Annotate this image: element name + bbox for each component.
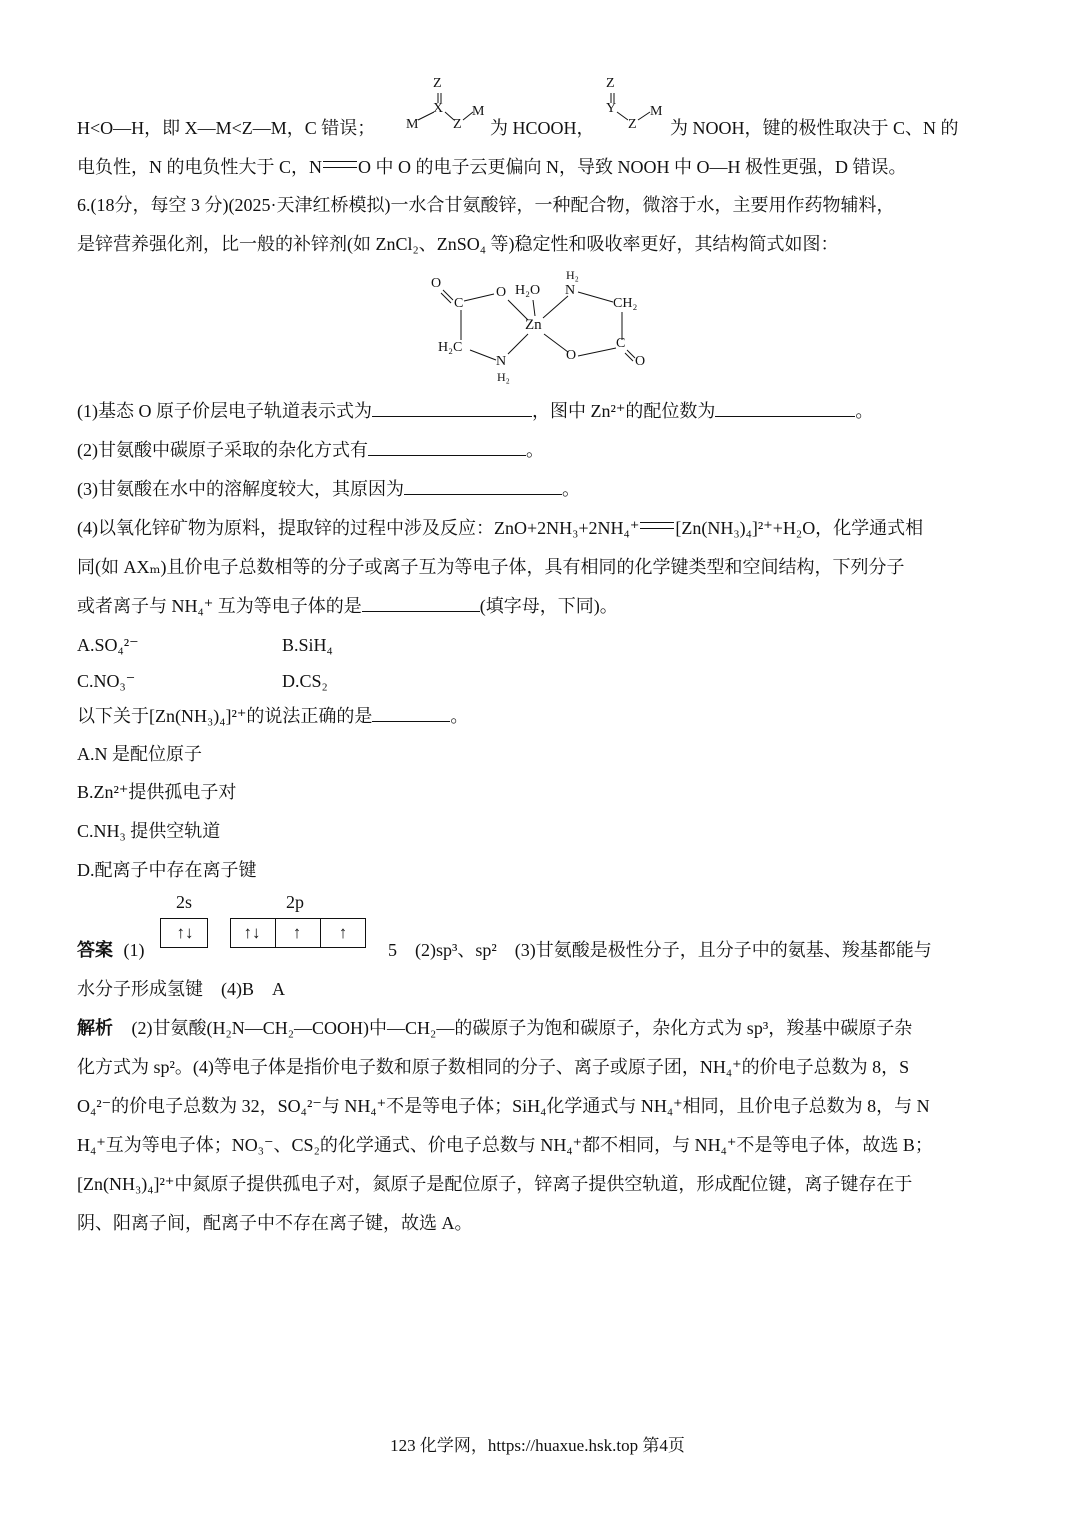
answer-line2 (77, 978, 285, 1000)
q2-text: (2)甘氨酸中碳原子采取的杂化方式有 (77, 440, 368, 460)
explanation-line3 (77, 1095, 930, 1117)
question-6-line2 (77, 233, 839, 255)
q4-line3-b: (填字母，下同)。 (479, 596, 618, 616)
page-footer (0, 1431, 1075, 1456)
glycinate-zinc-structure (428, 268, 658, 388)
equilibrium-sign (640, 522, 674, 529)
sub-option-c[interactable] (77, 820, 220, 842)
label-2p: 2p (286, 892, 304, 912)
q4-line1-a: (4)以氧化锌矿物为原料，提取锌的过程中涉及反应：ZnO+2NH₃+2NH₄⁺ (77, 518, 640, 538)
answer-blank[interactable] (368, 439, 526, 456)
question-4-line2 (77, 556, 905, 578)
orbital-cell-2s (168, 919, 202, 947)
structure-xz (402, 76, 490, 136)
q4-line3-a: 或者离子与 NH₄⁺ 互为等电子体的是 (77, 596, 362, 616)
q1-text-b: ，图中 Zn²⁺的配位数为 (532, 401, 716, 421)
option-b-label: B.SiH₄ (282, 635, 333, 655)
atom-n: N (565, 283, 576, 298)
answer-blank[interactable] (372, 705, 450, 722)
explanation-text-5: [Zn(NH₃)₄]²⁺中氮原子提供孤电子对，氮原子是配位原子，锌离子提供空轨道，形成配位键，离子键存在于 (77, 1174, 913, 1194)
atom-o: O (431, 276, 442, 291)
question-6-header (77, 194, 894, 216)
up-arrow-icon: ↑ (243, 923, 252, 942)
down-arrow-icon: ↓ (185, 923, 194, 942)
explanation-text-4: H₄⁺互为等电子体；NO₃⁻、CS₂的化学通式、价电子总数与 NH₄⁺都不相同，与 NH₄⁺不是等电子体，故选 B； (77, 1135, 933, 1155)
atom-o: O (496, 285, 507, 300)
sub-option-b[interactable] (77, 781, 236, 803)
answer-blank[interactable] (715, 400, 855, 417)
up-arrow-icon: ↑ (338, 923, 348, 942)
atom-m: M (650, 104, 663, 119)
sub-option-d-label: D.配离子中存在离子键 (77, 860, 257, 880)
answer-line2-text: 水分子形成氢键 (4)B A (77, 979, 285, 999)
text-line-1 (77, 117, 375, 139)
orbital-box-2p (230, 918, 366, 948)
sub-option-d[interactable] (77, 859, 257, 881)
q6-header-text: 6.(18分，每空 3 分)(2025·天津红桥模拟)一水合甘氨酸锌，一种配合物，微溶于水，主要用作药物辅料， (77, 195, 895, 215)
text-line-2 (77, 156, 907, 178)
answer-blank[interactable] (404, 478, 562, 495)
structure-yz (600, 76, 672, 136)
option-c[interactable] (77, 670, 135, 692)
atom-o: O (635, 354, 646, 369)
atom-c: C (454, 296, 464, 311)
question-4-line1 (77, 517, 923, 539)
sub-option-c-label: C.NH₃ 提供空轨道 (77, 821, 221, 841)
up-arrow-icon: ↑ (292, 923, 302, 942)
atom-z: Z (628, 117, 637, 132)
explanation-line4 (77, 1134, 933, 1156)
q6-line2-text: 是锌营养强化剂，比一般的补锌剂(如 ZnCl₂、ZnSO₄ 等)稳定性和吸收率更好，其结构简式如图： (77, 234, 839, 254)
q4-line1-b: [Zn(NH₃)₄]²⁺+H₂O，化学通式相 (675, 518, 924, 538)
q1-text: (1)基态 O 原子价层电子轨道表示式为 (77, 401, 372, 421)
atom-h2c: H₂C (438, 340, 463, 355)
atom-z: Z (453, 117, 462, 132)
explanation-label: 解析 (77, 1018, 113, 1038)
option-a[interactable] (77, 634, 139, 656)
q3-text: (3)甘氨酸在水中的溶解度较大，其原因为 (77, 479, 404, 499)
answer-blank[interactable] (372, 400, 532, 417)
atom-h2: H₂ (566, 268, 579, 282)
line1-part-a: H<O—H，即 X—M<Z—M，C 错误； (77, 118, 376, 138)
atom-zn: Zn (525, 317, 542, 333)
up-arrow-icon: ↑ (176, 923, 185, 942)
answer-line1-rest (388, 939, 932, 961)
line2-part-a: 电负性，N 的电负性大于 C，N (77, 157, 323, 177)
question-4-sub: 以下关于[Zn(NH₃)₄]²⁺的说法正确的是 。 (77, 706, 469, 726)
sub-option-a[interactable] (77, 743, 202, 765)
atom-ch2: CH₂ (613, 296, 638, 311)
explanation-line5 (77, 1173, 912, 1195)
q4-sub-text: 以下关于[Zn(NH₃)₄]²⁺的说法正确的是 (77, 706, 373, 726)
answer-label: 答案 (77, 940, 113, 960)
explanation-line1 (77, 1017, 912, 1039)
sub-option-a-label: A.N 是配位原子 (77, 744, 202, 764)
option-c-label: C.NO₃⁻ (77, 671, 136, 691)
explanation-line6 (77, 1212, 473, 1234)
answer-blank[interactable] (362, 595, 480, 612)
explanation-line2 (77, 1056, 909, 1078)
atom-n: N (496, 354, 507, 369)
option-b[interactable] (282, 634, 333, 656)
sub-option-b-label: B.Zn²⁺提供孤电子对 (77, 782, 237, 802)
orbital-cell-2p-3 (326, 919, 360, 947)
answer-rest-text: 5 (2)sp³、sp² (3)甘氨酸是极性分子，且分子中的氨基、羧基都能与 (388, 940, 932, 960)
double-bond-mark (323, 161, 357, 168)
orbital-divider (320, 919, 321, 947)
question-3: (3)甘氨酸在水中的溶解度较大，其原因为 。 (77, 479, 580, 499)
answer-line1 (77, 939, 145, 961)
text-line-1c (670, 117, 959, 139)
option-d-label: D.CS₂ (282, 671, 328, 691)
orbital-divider (275, 919, 276, 947)
glycinate-bonds (428, 268, 658, 388)
atom-x: X (433, 101, 444, 116)
atom-y: Y (606, 101, 617, 116)
line2-part-b: O 中 O 的电子云更偏向 N，导致 NOOH 中 O—H 极性更强，D 错误。 (358, 157, 907, 177)
down-arrow-icon: ↓ (252, 923, 261, 942)
answer-part-1: (1) (123, 940, 145, 960)
atom-m: M (406, 117, 419, 132)
orbital-box-2s (160, 918, 208, 948)
explanation-text-3: O₄²⁻的价电子总数为 32，SO₄²⁻与 NH₄⁺不是等电子体；SiH₄化学通式与 NH₄⁺相同，且价电子总数为 8，与 N (77, 1096, 930, 1116)
question-1: (1)基态 O 原子价层电子轨道表示式为 ，图中 Zn²⁺的配位数为 。 (77, 401, 874, 421)
q4-line2-text: 同(如 AXₘ)且价电子总数相等的分子或离子互为等电子体，具有相同的化学键类型和空间结构，下列分子 (77, 557, 905, 577)
atom-z: Z (606, 76, 615, 91)
atom-h2: H₂ (497, 370, 510, 384)
question-2: (2)甘氨酸中碳原子采取的杂化方式有 。 (77, 440, 544, 460)
orbital-diagram (160, 892, 370, 954)
explanation-text-6: 阴、阳离子间，配离子中不存在离子键，故选 A。 (77, 1213, 473, 1233)
line1-part-c: 为 NOOH，键的极性取决于 C、N 的 (670, 118, 959, 138)
option-d[interactable] (282, 670, 328, 692)
atom-z: Z (433, 76, 442, 91)
label-2s: 2s (176, 892, 193, 912)
water-ligand: H₂O (515, 283, 541, 298)
text-line-1b (490, 117, 595, 139)
orbital-cell-2p-1 (235, 919, 269, 947)
atom-c: C (616, 336, 626, 351)
question-4-line3 (77, 595, 618, 617)
line1-part-b: 为 HCOOH， (490, 118, 595, 138)
option-a-label: A.SO₄²⁻ (77, 635, 139, 655)
atom-o: O (566, 348, 577, 363)
footer-text: 123 化学网，https://huaxue.hsk.top 第4页 (390, 1436, 685, 1455)
explanation-text-2: 化方式为 sp²。(4)等电子体是指价电子数和原子数相同的分子、离子或原子团，NH₄⁺的价电子总数为 8，S (77, 1057, 910, 1077)
atom-m: M (472, 104, 485, 119)
orbital-cell-2p-2 (280, 919, 314, 947)
explanation-text-1: (2)甘氨酸(H₂N—CH₂—COOH)中—CH₂—的碳原子为饱和碳原子，杂化方式为 sp³，羧基中碳原子杂 (131, 1018, 913, 1038)
